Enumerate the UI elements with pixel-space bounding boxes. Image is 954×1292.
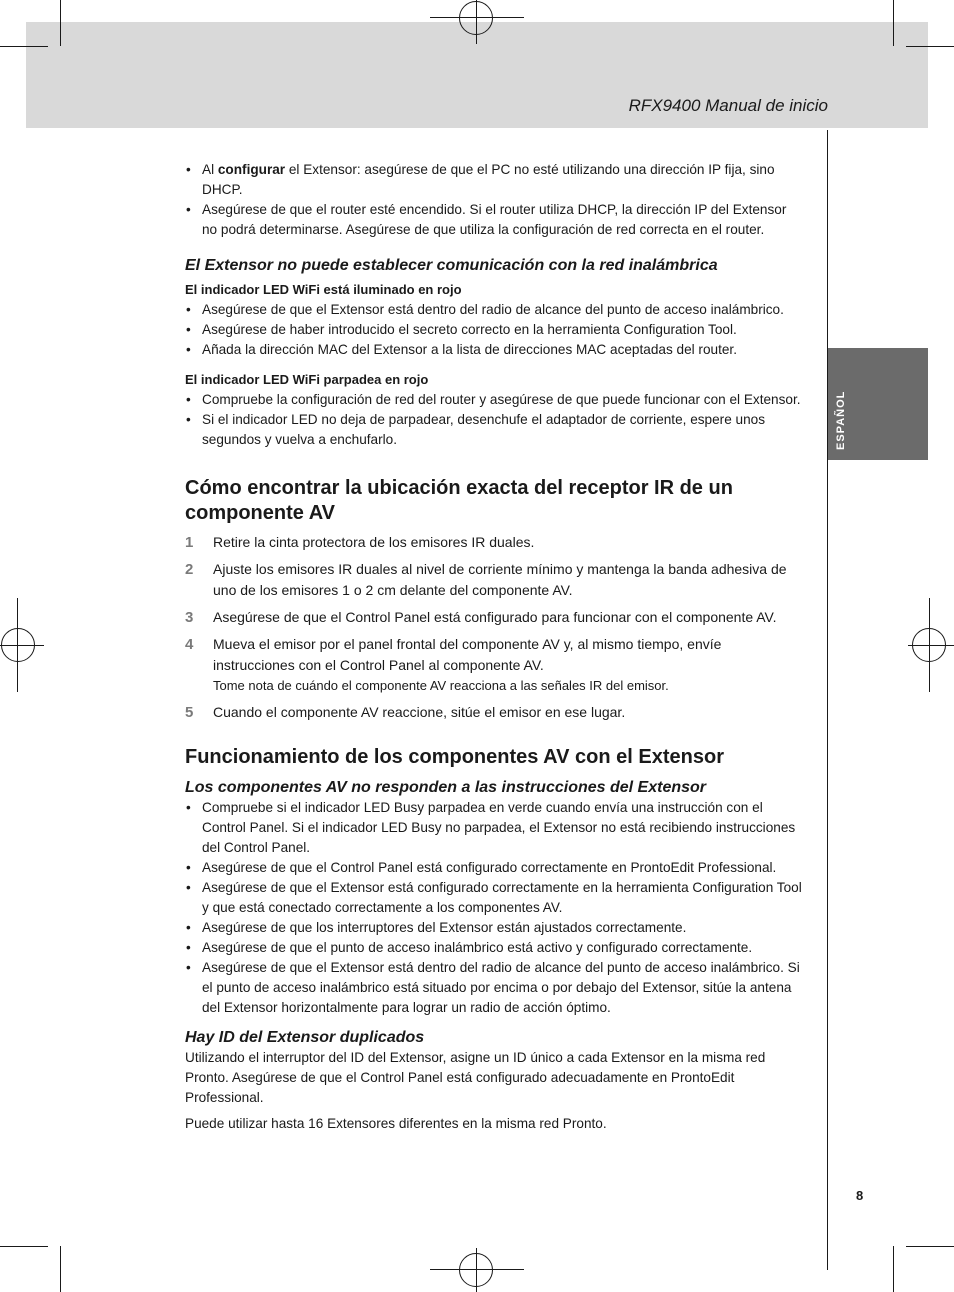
wireless-section-title: El Extensor no puede establecer comunicación con la red inalámbrica (185, 257, 718, 274)
list-item: • Asegúrese de que el router esté encendido. Si el router utiliza DHCP, la dirección IP del Extensor no podrá determinarse. Asegúrese de que utiliza la configuración de red correcta en el router. (185, 200, 805, 240)
step-item: 5 Cuando el componente AV reaccione, sitúe el emisor en ese lugar. (185, 704, 626, 721)
list-item: • Compruebe si el indicador LED Busy parpadea en verde cuando envía una instrucción con el Control Panel. Si el indicador LED Busy no parpadea, el Extensor no está recibiendo instrucciones del Control Panel. (185, 798, 805, 858)
av-section-title: Funcionamiento de los componentes AV con el Extensor (185, 746, 724, 768)
duplicate-id-title: Hay ID del Extensor duplicados (185, 1029, 425, 1046)
step-number: 1 (185, 534, 194, 551)
list-item: • Compruebe la configuración de red del router y asegúrese de que puede funcionar con el Extensor. (185, 390, 805, 410)
ir-section-title: Cómo encontrar la ubicación exacta del receptor IR de un componente AV (185, 477, 733, 524)
duplicate-id-paragraph: Puede utilizar hasta 16 Extensores diferentes en la misma red Pronto. (185, 1116, 607, 1131)
step-item: 4 Mueva el emisor por el panel frontal del componente AV y, al mismo tiempo, envíe instrucciones con el Control Panel al componente AV. Tome nota de cuándo el componente AV reacciona a las señales IR del emisor. (185, 634, 805, 696)
step-item: 3 Asegúrese de que el Control Panel está configurado para funcionar con el componente AV. (185, 609, 777, 626)
ir-steps (185, 532, 805, 723)
list-item: • Añada la dirección MAC del Extensor a la lista de direcciones MAC aceptadas del router. (185, 340, 805, 360)
list-item: • Asegúrese de que el Extensor está dentro del radio de alcance del punto de acceso inalámbrico. Si el punto de acceso inalámbrico está situado por encima o por debajo del Extensor, sitúe la antena del Extensor horizontalmente para lograr un radio de acción óptimo. (185, 958, 805, 1018)
led-blink-title: El indicador LED WiFi parpadea en rojo (185, 372, 429, 387)
page-number: 8 (856, 1188, 864, 1203)
step-number: 3 (185, 609, 194, 626)
led-lit-title: El indicador LED WiFi está iluminado en rojo (185, 282, 462, 297)
step-number: 4 (185, 636, 194, 653)
step-item: 2 Ajuste los emisores IR duales al nivel de corriente mínimo y mantenga la banda adhesiva de uno de los emisores 1 o 2 cm delante del componente AV. (185, 561, 787, 598)
list-item: • Asegúrese de que el Extensor está dentro del radio de alcance del punto de acceso inalámbrico. (185, 300, 805, 320)
list-item: • Al configurar el Extensor: asegúrese de que el PC no esté utilizando una dirección IP fija, sino DHCP. (185, 160, 805, 200)
margin-rule (827, 130, 828, 1270)
step-number: 5 (185, 704, 194, 721)
led-lit-bullets (185, 300, 805, 360)
duplicate-id-paragraph: Utilizando el interruptor del ID del Extensor, asigne un ID único a cada Extensor en la misma red Pronto. Asegúrese de que el Control Panel está configurado adecuadamente en ProntoEdit Professional. (185, 1050, 766, 1105)
list-item: • Asegúrese de que los interruptores del Extensor están ajustados correctamente. (185, 918, 805, 938)
step-note: Tome nota de cuándo el componente AV reacciona a las señales IR del emisor. (213, 678, 669, 693)
language-tab-label: ESPAÑOL (835, 390, 847, 450)
page-content (185, 160, 805, 1140)
list-item: • Asegúrese de que el Extensor está configurado correctamente en la herramienta Configuration Tool y que está conectado correctamente a los componentes AV. (185, 878, 805, 918)
intro-bullets (185, 160, 805, 240)
page-header-title: RFX9400 Manual de inicio (628, 96, 828, 115)
list-item: • Asegúrese de que el punto de acceso inalámbrico está activo y configurado correctamente. (185, 938, 805, 958)
step-item: 1 Retire la cinta protectora de los emisores IR duales. (185, 534, 535, 551)
step-number: 2 (185, 561, 194, 578)
list-item: • Asegúrese de haber introducido el secreto correcto en la herramienta Configuration Tool. (185, 320, 805, 340)
av-no-response-bullets (185, 798, 805, 1018)
av-no-response-title: Los componentes AV no responden a las instrucciones del Extensor (185, 779, 707, 796)
led-blink-bullets (185, 390, 805, 450)
list-item: • Asegúrese de que el Control Panel está configurado correctamente en ProntoEdit Professional. (185, 858, 805, 878)
list-item: • Si el indicador LED no deja de parpadear, desenchufe el adaptador de corriente, espere unos segundos y vuelva a enchufarlo. (185, 410, 805, 450)
